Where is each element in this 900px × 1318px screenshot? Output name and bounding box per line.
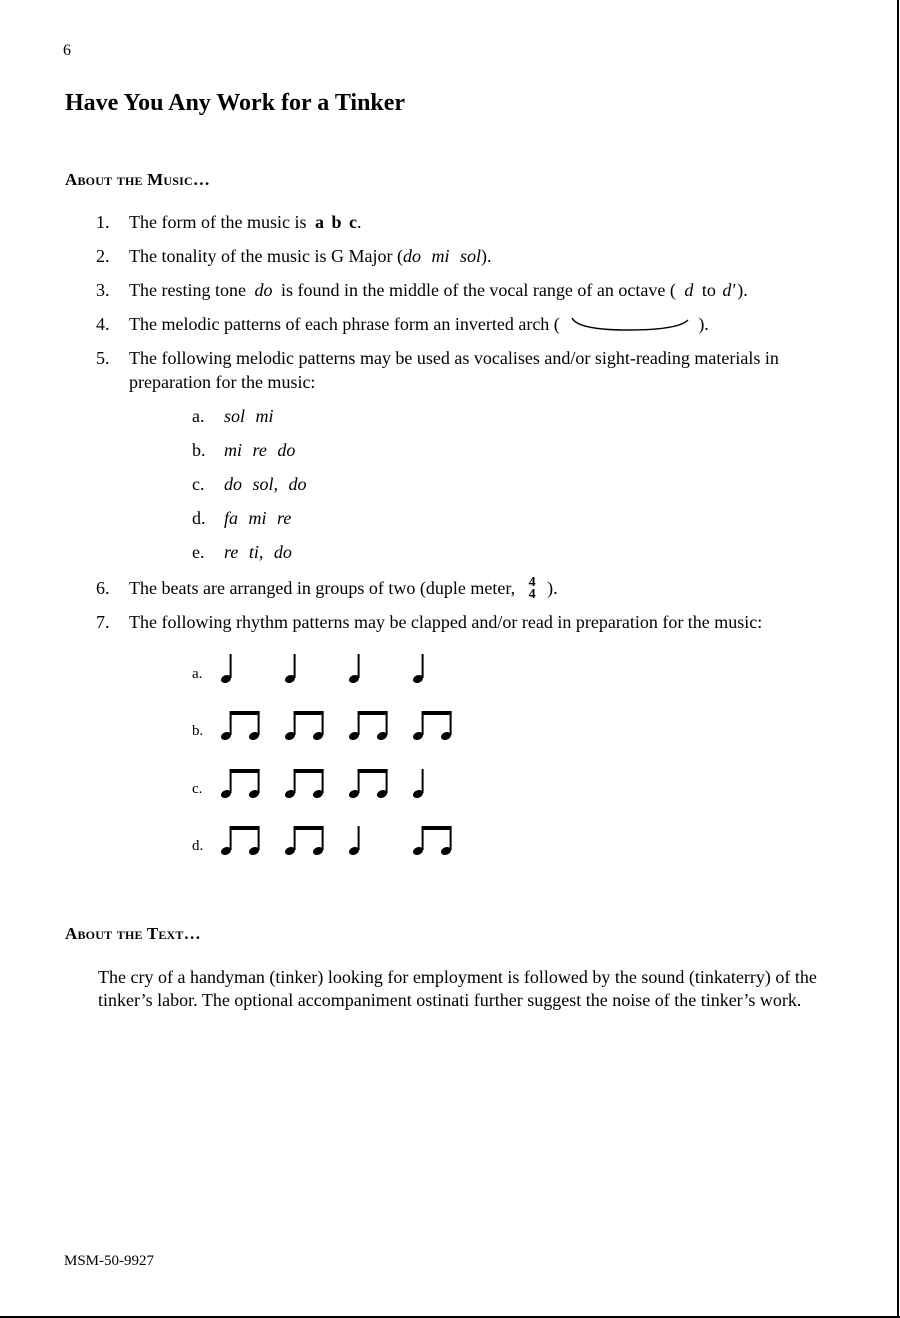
item-text: The following rhythm patterns may be clapped and/or read in preparation for the music: bbox=[129, 612, 763, 632]
item-text: The beats are arranged in groups of two (duple meter, bbox=[129, 578, 516, 598]
form-letters: a b c bbox=[314, 212, 357, 232]
item-number: 1. bbox=[96, 212, 110, 232]
about-music-heading: About the Music… bbox=[65, 170, 211, 189]
item-text-end: ). bbox=[547, 578, 558, 598]
solfege-text: do mi sol bbox=[402, 246, 481, 266]
eighth-beam bbox=[230, 769, 260, 773]
about-text-heading: About the Text… bbox=[65, 924, 201, 943]
rhythm-notation bbox=[192, 820, 482, 860]
about-text-paragraph: The cry of a handyman (tinker) looking for employment is followed by the sound (tinkaterry) of the tinker’s labor. The optional accompaniment ostinati further suggest the noise of the tinker’s work. bbox=[98, 967, 817, 1010]
item-number: 2. bbox=[96, 246, 110, 266]
item-number: 7. bbox=[96, 612, 110, 632]
rhythm-notation bbox=[192, 763, 482, 803]
pattern-syllables: mi re do bbox=[224, 440, 296, 460]
eighth-beam bbox=[294, 711, 324, 715]
pitch-text: d bbox=[684, 280, 694, 300]
pattern-letter: c. bbox=[192, 474, 205, 494]
page-number: 6 bbox=[63, 42, 71, 59]
eighth-beam bbox=[422, 826, 452, 830]
item-text: The resting tone bbox=[129, 280, 246, 300]
item-text: The form of the music is bbox=[129, 212, 307, 232]
pattern-letter: a. bbox=[192, 406, 205, 426]
pattern-syllables: sol mi bbox=[224, 406, 274, 426]
item-number: 4. bbox=[96, 314, 110, 334]
item-text: The melodic patterns of each phrase form an inverted arch ( bbox=[129, 314, 560, 334]
pattern-letter: e. bbox=[192, 542, 205, 562]
rhythm-notation bbox=[192, 648, 482, 688]
pattern-letter: d. bbox=[192, 838, 204, 854]
pattern-letter: b. bbox=[192, 723, 204, 739]
time-signature-bottom: 4 bbox=[528, 587, 536, 602]
item-text: to bbox=[701, 280, 716, 300]
pattern-letter: d. bbox=[192, 508, 206, 528]
pattern-letter: c. bbox=[192, 781, 203, 797]
pattern-syllables: do sol, do bbox=[224, 474, 307, 494]
eighth-beam bbox=[422, 711, 452, 715]
time-signature-top: 4 bbox=[528, 575, 536, 590]
eighth-beam bbox=[294, 769, 324, 773]
eighth-beam bbox=[230, 826, 260, 830]
item-text-end: ). bbox=[480, 246, 492, 266]
item-number: 5. bbox=[96, 348, 110, 368]
eighth-beam bbox=[294, 826, 324, 830]
pattern-syllables: re ti, do bbox=[224, 542, 292, 562]
rhythm-notation bbox=[192, 705, 482, 745]
item-number: 3. bbox=[96, 280, 110, 300]
pattern-letter: b. bbox=[192, 440, 206, 460]
item-text: The following melodic patterns may be used as vocalises and/or sight-reading materials in preparation for the music: bbox=[129, 348, 779, 392]
pattern-letter: a. bbox=[192, 666, 203, 682]
item-text: The tonality of the music is G Major ( bbox=[129, 246, 403, 266]
item-number: 6. bbox=[96, 578, 110, 598]
solfege-text: do bbox=[254, 280, 273, 300]
item-text: is found in the middle of the vocal range of an octave ( bbox=[280, 280, 676, 300]
pitch-text: d' bbox=[722, 280, 736, 300]
time-signature bbox=[525, 577, 539, 601]
item-text-end: . bbox=[356, 212, 362, 232]
pattern-syllables: fa mi re bbox=[224, 508, 292, 528]
page-title: Have You Any Work for a Tinker bbox=[65, 90, 406, 116]
catalog-number: MSM-50-9927 bbox=[64, 1253, 155, 1269]
page-border bbox=[897, 0, 899, 1318]
item-text-end: ). bbox=[737, 280, 748, 300]
eighth-beam bbox=[358, 711, 388, 715]
eighth-beam bbox=[358, 769, 388, 773]
item-text-end: ). bbox=[698, 314, 709, 334]
inverted-arch-icon bbox=[568, 314, 694, 336]
eighth-beam bbox=[230, 711, 260, 715]
